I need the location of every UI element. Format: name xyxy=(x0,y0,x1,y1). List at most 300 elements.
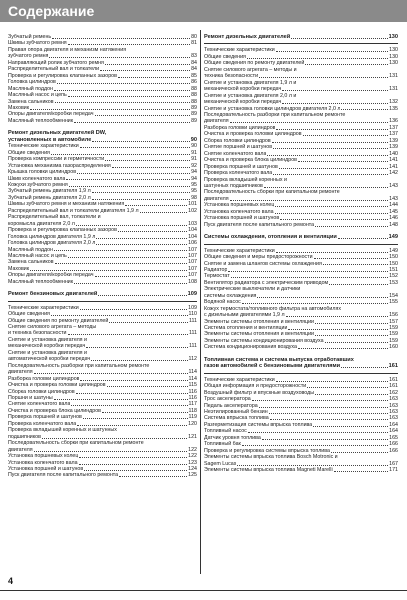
toc-page-number: 130 xyxy=(389,53,398,60)
dot-leader xyxy=(275,213,389,214)
toc-entry-line: Последовательность сборки при капитальном ремонте xyxy=(204,189,340,196)
section-rule xyxy=(204,43,398,44)
section-rule xyxy=(204,244,398,245)
toc-entry-title: Зубчатый ремень xyxy=(8,34,52,40)
toc-entry-title: Пуск двигателя после капитального ремонта xyxy=(8,472,119,479)
dot-leader xyxy=(228,271,388,272)
toc-page-number: 117 xyxy=(188,401,197,408)
toc-page-number: 102 xyxy=(188,207,197,214)
dot-leader xyxy=(68,96,190,97)
toc-entry-title: Очистка и проверка головки цилиндров xyxy=(8,382,106,389)
toc-page-number: 157 xyxy=(389,318,398,325)
toc-entry-title: Масляный теплообменник xyxy=(8,117,74,124)
toc-entry-line: Последовательность сборки при капитальном ремонте xyxy=(8,440,144,447)
dot-leader xyxy=(34,373,188,374)
dot-leader xyxy=(315,226,388,227)
dot-leader xyxy=(118,231,187,232)
toc-entry-title: Замена сальников xyxy=(8,259,54,266)
toc-entry-title: Сборка головки цилиндров xyxy=(8,388,75,395)
toc-page-number: 89 xyxy=(191,117,197,124)
toc-entry-title: Термостат xyxy=(204,273,230,280)
dot-leader xyxy=(262,439,388,440)
dot-leader xyxy=(288,329,388,330)
toc-page-number: 163 xyxy=(389,396,398,403)
toc-entry-title: Общие сведения и меры предосторожности xyxy=(204,254,313,261)
toc-page-number: 156 xyxy=(389,312,398,319)
toc-section-heading[interactable] xyxy=(204,34,398,40)
dot-leader xyxy=(96,238,187,239)
dot-leader xyxy=(51,315,188,316)
dot-leader xyxy=(76,225,187,226)
toc-page-number: 163 xyxy=(389,415,398,422)
toc-entry-title: Сборка головки цилиндров xyxy=(204,137,271,144)
toc-entry-title: Маховик xyxy=(8,265,30,272)
toc-page-number: 161 xyxy=(388,363,398,370)
toc-page-number: 146 xyxy=(389,215,398,222)
toc-column-right xyxy=(204,34,398,474)
toc-page-number: 122 xyxy=(188,446,197,453)
toc-entry-title: Топливный бак xyxy=(204,441,241,448)
dot-leader xyxy=(341,109,388,110)
dot-leader xyxy=(68,334,188,335)
toc-entry-title: Общие сведения по ремонту двигателей xyxy=(8,317,109,324)
toc-page-number: 86 xyxy=(191,79,197,86)
dot-leader xyxy=(276,252,388,253)
toc-page-number: 115 xyxy=(188,382,197,389)
toc-entry-title: шатунных подшипников xyxy=(204,182,263,189)
toc-entry-title: Шкивы зубчатого ремня xyxy=(8,40,67,47)
dot-leader xyxy=(102,412,188,413)
toc-page-number: 98 xyxy=(191,194,197,201)
toc-page-number: 89 xyxy=(191,104,197,111)
toc-entry-title: Установка поршневых колец xyxy=(204,202,275,209)
toc-entry-title: Установка поршневых колец xyxy=(8,453,79,460)
toc-page-number: 165 xyxy=(389,434,398,441)
toc-entry-title: Технические характеристики xyxy=(204,247,275,254)
toc-page-number: 143 xyxy=(389,182,398,189)
toc-entry-title: Опоры двигателя/коробки передач xyxy=(8,111,94,118)
toc-entry-title: Головка цилиндров xyxy=(8,79,56,86)
toc-entry-title: Шкив коленчатого вала xyxy=(8,175,66,182)
dot-leader xyxy=(315,335,388,336)
toc-entry-line: Снятие силового агрегата – методы xyxy=(8,324,97,331)
toc-page-number: 124 xyxy=(188,466,197,472)
toc-entry-title: Топливный насос xyxy=(204,428,247,435)
toc-entry-title: Трос акселератора xyxy=(204,396,251,403)
section-rule xyxy=(8,301,197,302)
toc-entry-title: Пуск двигателя после капитального ремонта xyxy=(204,221,315,228)
toc-page-number: 130 xyxy=(388,34,398,40)
toc-page-number: 150 xyxy=(389,254,398,261)
dot-leader xyxy=(272,142,388,143)
toc-page-number: 90 xyxy=(190,136,197,143)
toc-page-number: 107 xyxy=(188,259,197,266)
dot-leader xyxy=(269,413,389,414)
toc-page-number: 107 xyxy=(188,246,197,253)
toc-page-number: 116 xyxy=(188,388,197,395)
dot-leader xyxy=(279,168,388,169)
dot-leader xyxy=(42,438,187,439)
toc-page-number: 141 xyxy=(389,163,398,170)
dot-leader xyxy=(118,77,190,78)
toc-entry-title: Установка коленчатого вала xyxy=(8,459,78,466)
toc-page-number: 155 xyxy=(389,299,398,306)
dot-leader xyxy=(74,283,187,284)
dot-leader xyxy=(109,322,188,323)
toc-entry-line: Кожух термостата/топливного фильтра на автомобилях xyxy=(204,305,341,312)
toc-page-number: 107 xyxy=(188,252,197,259)
toc-page-number: 161 xyxy=(389,383,398,390)
toc-entry-title: газов автомобилей с бензиновыми двигателями xyxy=(204,363,341,370)
section-rule xyxy=(204,373,398,374)
toc-entry-title: Направляющий ролик зубчатого ремня xyxy=(8,59,104,66)
toc-entry-title: Проверка поршней и шатунов xyxy=(8,414,82,421)
toc-entry-title: Головка цилиндров двигателя 2,0 л xyxy=(8,240,96,247)
dot-leader xyxy=(331,452,388,453)
dot-leader xyxy=(264,187,388,188)
toc-entry-title: техника безопасности xyxy=(204,73,259,80)
dot-leader xyxy=(112,167,190,168)
toc-page-number: 84 xyxy=(191,59,197,66)
dot-leader xyxy=(248,432,388,433)
toc-page-number: 153 xyxy=(389,279,398,286)
toc-entry-title: Маховик xyxy=(8,104,30,111)
toc-entry-title: зубчатого ремня xyxy=(8,53,49,60)
toc-section-heading: Топливная система и система выпуска отработавших xyxy=(204,356,354,363)
toc-entry-title: Головка цилиндров двигателя 1,9 л xyxy=(8,233,96,240)
toc-entry-title: установленных в автомобиле xyxy=(8,136,92,143)
dot-leader xyxy=(30,270,187,271)
dot-leader xyxy=(80,147,190,148)
toc-page-number: 159 xyxy=(389,331,398,338)
dot-leader xyxy=(252,400,388,401)
toc-page-number: 150 xyxy=(389,260,398,267)
toc-entry-title: Кожухи зубчатого ремня xyxy=(8,181,68,188)
toc-entry-title: Очистка и проверка блока цилиндров xyxy=(8,407,101,414)
dot-leader xyxy=(54,399,188,400)
toc-page-number: 114 xyxy=(188,375,197,382)
toc-entry-title: Радиатор xyxy=(204,266,228,273)
toc-page-number: 88 xyxy=(191,92,197,99)
dot-leader xyxy=(298,161,388,162)
toc-entry-title: с дизельными двигателями 1,9 л xyxy=(204,312,285,319)
toc-entry-title: Ремонт дизельных двигателей xyxy=(204,34,291,40)
dot-leader xyxy=(237,465,388,466)
toc-entry-title: Опоры двигателя/коробки передач xyxy=(8,272,94,279)
dot-leader xyxy=(315,394,388,395)
page-title: Содержание xyxy=(8,3,95,19)
dot-leader xyxy=(105,64,190,65)
toc-page-number: 130 xyxy=(389,47,398,54)
toc-entry-title: Замена сальников xyxy=(8,98,54,105)
toc-entry-line: Электрические выключатели и датчики xyxy=(204,286,301,293)
toc-entry-title: Проверка и регулировка системы впрыска топлива xyxy=(204,447,330,454)
toc-entry-line: Элементы системы впрыска топлива Bosch Motronic и xyxy=(204,454,338,461)
toc-page-number: 122 xyxy=(188,453,197,460)
toc-page-number: 109 xyxy=(187,291,197,298)
dot-leader xyxy=(329,284,388,285)
dot-leader xyxy=(276,51,388,52)
toc-entry-title: Установка механизма газораспределения xyxy=(8,162,111,169)
toc-page-number: 145 xyxy=(389,208,398,215)
toc-entry-title: Снятие и замена шлангов системы охлаждения xyxy=(204,260,322,267)
toc-page-number: 121 xyxy=(188,433,197,440)
dot-leader xyxy=(95,276,188,277)
toc-page-number: 114 xyxy=(188,369,197,376)
toc-entry-title: Система отопления и вентиляции xyxy=(204,325,288,332)
toc-page-number: 141 xyxy=(389,157,398,164)
toc-entry-title: Крышка головки цилиндров xyxy=(8,169,77,176)
dot-leader xyxy=(273,174,388,175)
toc-entry-title: Общие сведения xyxy=(8,311,50,318)
toc-entry-line: Проверка вкладышей коренных и xyxy=(204,176,287,183)
toc-entry-title: Элементы системы отопления и вентиляции xyxy=(204,331,314,338)
toc-entry-title: и техника безопасности xyxy=(8,330,67,337)
toc-entry-title: Установка поршней и шатунов xyxy=(204,215,280,222)
toc-entry-title: Общие сведения xyxy=(204,53,246,60)
toc-column-left xyxy=(8,34,197,479)
dot-leader xyxy=(91,360,187,361)
dot-leader xyxy=(231,277,388,278)
dot-leader xyxy=(275,206,388,207)
toc-entry-title: Проверка компрессии и герметичности xyxy=(8,156,105,163)
toc-entry-title: Масляный поддон xyxy=(8,85,53,92)
dot-leader xyxy=(98,295,186,296)
toc-entry-title: Зубчатый ремень двигателя 1,9 л xyxy=(8,188,91,195)
toc-page-number: 131 xyxy=(389,73,398,80)
toc-page-number: 131 xyxy=(389,86,398,93)
toc-entry-title: Датчик уровня топлива xyxy=(204,434,261,441)
toc-page-number: 130 xyxy=(389,60,398,67)
dot-leader xyxy=(280,219,388,220)
toc-entry-title: Снятие коленчатого вала xyxy=(204,150,267,157)
toc-page-number: 95 xyxy=(191,181,197,188)
toc-page-number: 120 xyxy=(188,420,197,427)
dot-leader xyxy=(270,419,388,420)
toc-page-number: 125 xyxy=(188,472,197,479)
toc-entry[interactable] xyxy=(8,472,197,478)
toc-page-number: 162 xyxy=(389,389,398,396)
dot-leader xyxy=(305,64,388,65)
bottom-rule xyxy=(0,590,407,591)
toc-page-number: 85 xyxy=(191,72,197,79)
dot-leader xyxy=(303,135,389,136)
toc-page-number: 164 xyxy=(389,428,398,435)
toc-entry-title: Проверка коленчатого вала xyxy=(8,420,77,427)
dot-leader xyxy=(107,386,188,387)
toc-entry-line: Правая опора двигателя и механизм натяжения xyxy=(8,46,127,53)
toc-entry-line: Последовательность разборки при капитальном ремонте xyxy=(204,111,346,118)
dot-leader xyxy=(307,387,388,388)
toc-entry-title: Зубчатый ремень двигателя 2,0 л xyxy=(8,194,91,201)
toc-page-number: 108 xyxy=(188,278,197,285)
dot-leader xyxy=(74,122,190,123)
toc-page-number: 163 xyxy=(389,402,398,409)
dot-leader xyxy=(79,464,188,465)
toc-page-number: 144 xyxy=(389,202,398,209)
toc-page-number: 166 xyxy=(389,441,398,448)
toc-entry-title: механической коробки передач xyxy=(204,99,282,106)
toc-entry-title: механической коробки передач xyxy=(8,343,86,350)
dot-leader xyxy=(76,393,188,394)
dot-leader xyxy=(273,148,388,149)
dot-leader xyxy=(57,83,190,84)
toc-page-number: 154 xyxy=(389,292,398,299)
dot-leader xyxy=(242,303,388,304)
toc-page-number: 111 xyxy=(188,317,197,324)
toc-page-number: 139 xyxy=(389,137,398,144)
dot-leader xyxy=(77,425,187,426)
dot-leader xyxy=(325,342,389,343)
toc-entry-title: Снятие коленчатого вала xyxy=(8,401,71,408)
toc-entry-title: Очистка и проверка головки цилиндров xyxy=(204,131,302,138)
toc-page-number: 107 xyxy=(188,272,197,279)
dot-leader xyxy=(259,407,388,408)
page-number: 4 xyxy=(8,576,14,586)
dot-leader xyxy=(92,192,190,193)
toc-page-number: 116 xyxy=(188,395,197,402)
dot-leader xyxy=(125,205,187,206)
toc-page-number: 83 xyxy=(191,53,197,60)
dot-leader xyxy=(80,380,187,381)
toc-entry-title: Элементы системы отопления и вентиляции xyxy=(204,318,314,325)
dot-leader xyxy=(80,309,187,310)
toc-page-number: 94 xyxy=(191,175,197,182)
toc-page-number: 143 xyxy=(389,195,398,202)
dot-leader xyxy=(55,263,188,264)
toc-entry-title: Распределительный вал и толкатели двигателя 1,9 л xyxy=(8,207,139,214)
toc-entry-title: Разборка головки цилиндров xyxy=(8,375,80,382)
dot-leader xyxy=(286,316,389,317)
toc-page-number: 106 xyxy=(188,240,197,247)
toc-page-number: 137 xyxy=(389,124,398,131)
toc-page-number: 101 xyxy=(188,201,197,208)
toc-entry-line: Проверка вкладышей коренных и шатунных xyxy=(8,427,117,434)
toc-page-number: 161 xyxy=(389,376,398,383)
toc-page-number: 152 xyxy=(389,273,398,280)
toc-entry-title: Проверка поршней и шатунов xyxy=(204,163,278,170)
toc-page-number: 104 xyxy=(188,233,197,240)
toc-section-heading[interactable] xyxy=(204,363,398,369)
toc-section-heading[interactable] xyxy=(204,234,398,240)
dot-leader xyxy=(247,58,388,59)
dot-leader xyxy=(334,471,389,472)
toc-entry-title: Воздушный фильтр и впускные воздуховоды xyxy=(204,389,315,396)
toc-entry-title: Масляный теплообменник xyxy=(8,278,74,285)
toc-entry-title: Снятие и установка головки цилиндров двигателя 2,0 л xyxy=(204,105,341,112)
dot-leader xyxy=(291,38,388,39)
toc-entry-title: Разборка головки цилиндров xyxy=(204,124,276,131)
toc-entry-title: Масляный поддон xyxy=(8,246,53,253)
toc-page-number: 80 xyxy=(191,34,197,40)
dot-leader xyxy=(68,44,190,45)
toc-entry-title: Разгерметизация системы впрыска топлива xyxy=(204,421,313,428)
toc-page-number: 92 xyxy=(191,162,197,169)
toc-page-number: 88 xyxy=(191,85,197,92)
toc-entry-title: Поршни и шатуны xyxy=(8,395,53,402)
toc-entry-title: Шкивы зубчатого ремня и механизм натяжения xyxy=(8,201,125,208)
toc-entry-title: Системы охлаждения, отопления и вентиляции xyxy=(204,234,337,241)
dot-leader xyxy=(95,115,191,116)
toc-page-number: 139 xyxy=(389,144,398,151)
toc-entry-title: Установка поршней и шатунов xyxy=(8,466,84,472)
toc-entry-title: Неэтилированный бензин xyxy=(204,409,268,416)
toc-page-number: 90 xyxy=(191,143,197,150)
dot-leader xyxy=(83,418,188,419)
toc-entry-line: Последовательность разборки при капитальном ремонте xyxy=(8,362,150,369)
dot-leader xyxy=(242,445,388,446)
toc-page-number: 137 xyxy=(389,131,398,138)
toc-page-number: 136 xyxy=(389,118,398,125)
toc-page-number: 140 xyxy=(389,150,398,157)
toc-page-number: 95 xyxy=(191,188,197,195)
toc-entry-line: Снятие и установка двигателя и xyxy=(8,336,87,343)
toc-page-number: 149 xyxy=(389,247,398,254)
toc-page-number: 135 xyxy=(389,105,398,112)
toc-entry-title: двигателя xyxy=(8,446,33,453)
toc-entry-title: Технические характеристики xyxy=(204,376,275,383)
toc-entry-title: Технические характеристики xyxy=(204,47,275,54)
toc-entry-title: Проверка и регулировка клапанных зазоров xyxy=(8,227,117,234)
toc-page-number: 88 xyxy=(191,98,197,105)
dot-leader xyxy=(92,199,190,200)
toc-entry-title: Масляный насос и цепь xyxy=(8,92,67,99)
toc-entry-title: Общие сведения по ремонту двигателей xyxy=(204,60,305,67)
toc-entry[interactable] xyxy=(204,467,398,473)
dot-leader xyxy=(276,129,388,130)
toc-entry-line: Снятие силового агрегата – методы и xyxy=(204,66,297,73)
toc-page-number: 118 xyxy=(188,407,197,414)
toc-entry-title: Вентилятор радиатора с электрическим приводом xyxy=(204,279,329,286)
toc-page-number: 109 xyxy=(188,304,197,311)
dot-leader xyxy=(323,264,388,265)
toc-entry-title: Педаль акселератора xyxy=(204,402,258,409)
dot-leader xyxy=(66,179,190,180)
toc-entry-title: Элементы системы впрыска топлива Magneti Marelli xyxy=(204,467,333,474)
toc-page-number: 160 xyxy=(389,344,398,351)
dot-leader xyxy=(30,109,190,110)
dot-leader xyxy=(54,250,187,251)
toc-entry-title: Технические характеристики xyxy=(8,304,79,311)
dot-leader xyxy=(338,238,388,239)
toc-page-number: 164 xyxy=(389,421,398,428)
toc-page-number: 110 xyxy=(188,311,197,318)
dot-leader xyxy=(92,141,189,142)
toc-page-number: 149 xyxy=(388,234,398,241)
toc-entry-title: коромысла двигателя 2,0 л xyxy=(8,220,75,227)
toc-entry-title: Sagem Lucas xyxy=(204,460,237,467)
dot-leader xyxy=(315,323,388,324)
toc-section-heading[interactable] xyxy=(8,291,197,297)
toc-page-number: 81 xyxy=(191,40,197,47)
toc-page-number: 159 xyxy=(389,325,398,332)
dot-leader xyxy=(71,405,187,406)
dot-leader xyxy=(69,186,190,187)
toc-page-number: 111 xyxy=(188,330,197,337)
toc-page-number: 167 xyxy=(389,460,398,467)
toc-entry-title: системы охлаждения xyxy=(204,292,257,299)
dot-leader xyxy=(100,70,190,71)
dot-leader xyxy=(267,155,388,156)
toc-entry-title: двигателя xyxy=(204,118,229,125)
toc-entry-title: Система кондиционирования воздуха xyxy=(204,344,297,351)
dot-leader xyxy=(257,297,388,298)
toc-entry-title: Очистка и проверка блока цилиндров xyxy=(204,157,297,164)
toc-page-number: 104 xyxy=(188,227,197,234)
dot-leader xyxy=(119,476,187,477)
dot-leader xyxy=(52,38,190,39)
toc-entry-title: Установка коленчатого вала xyxy=(204,208,274,215)
